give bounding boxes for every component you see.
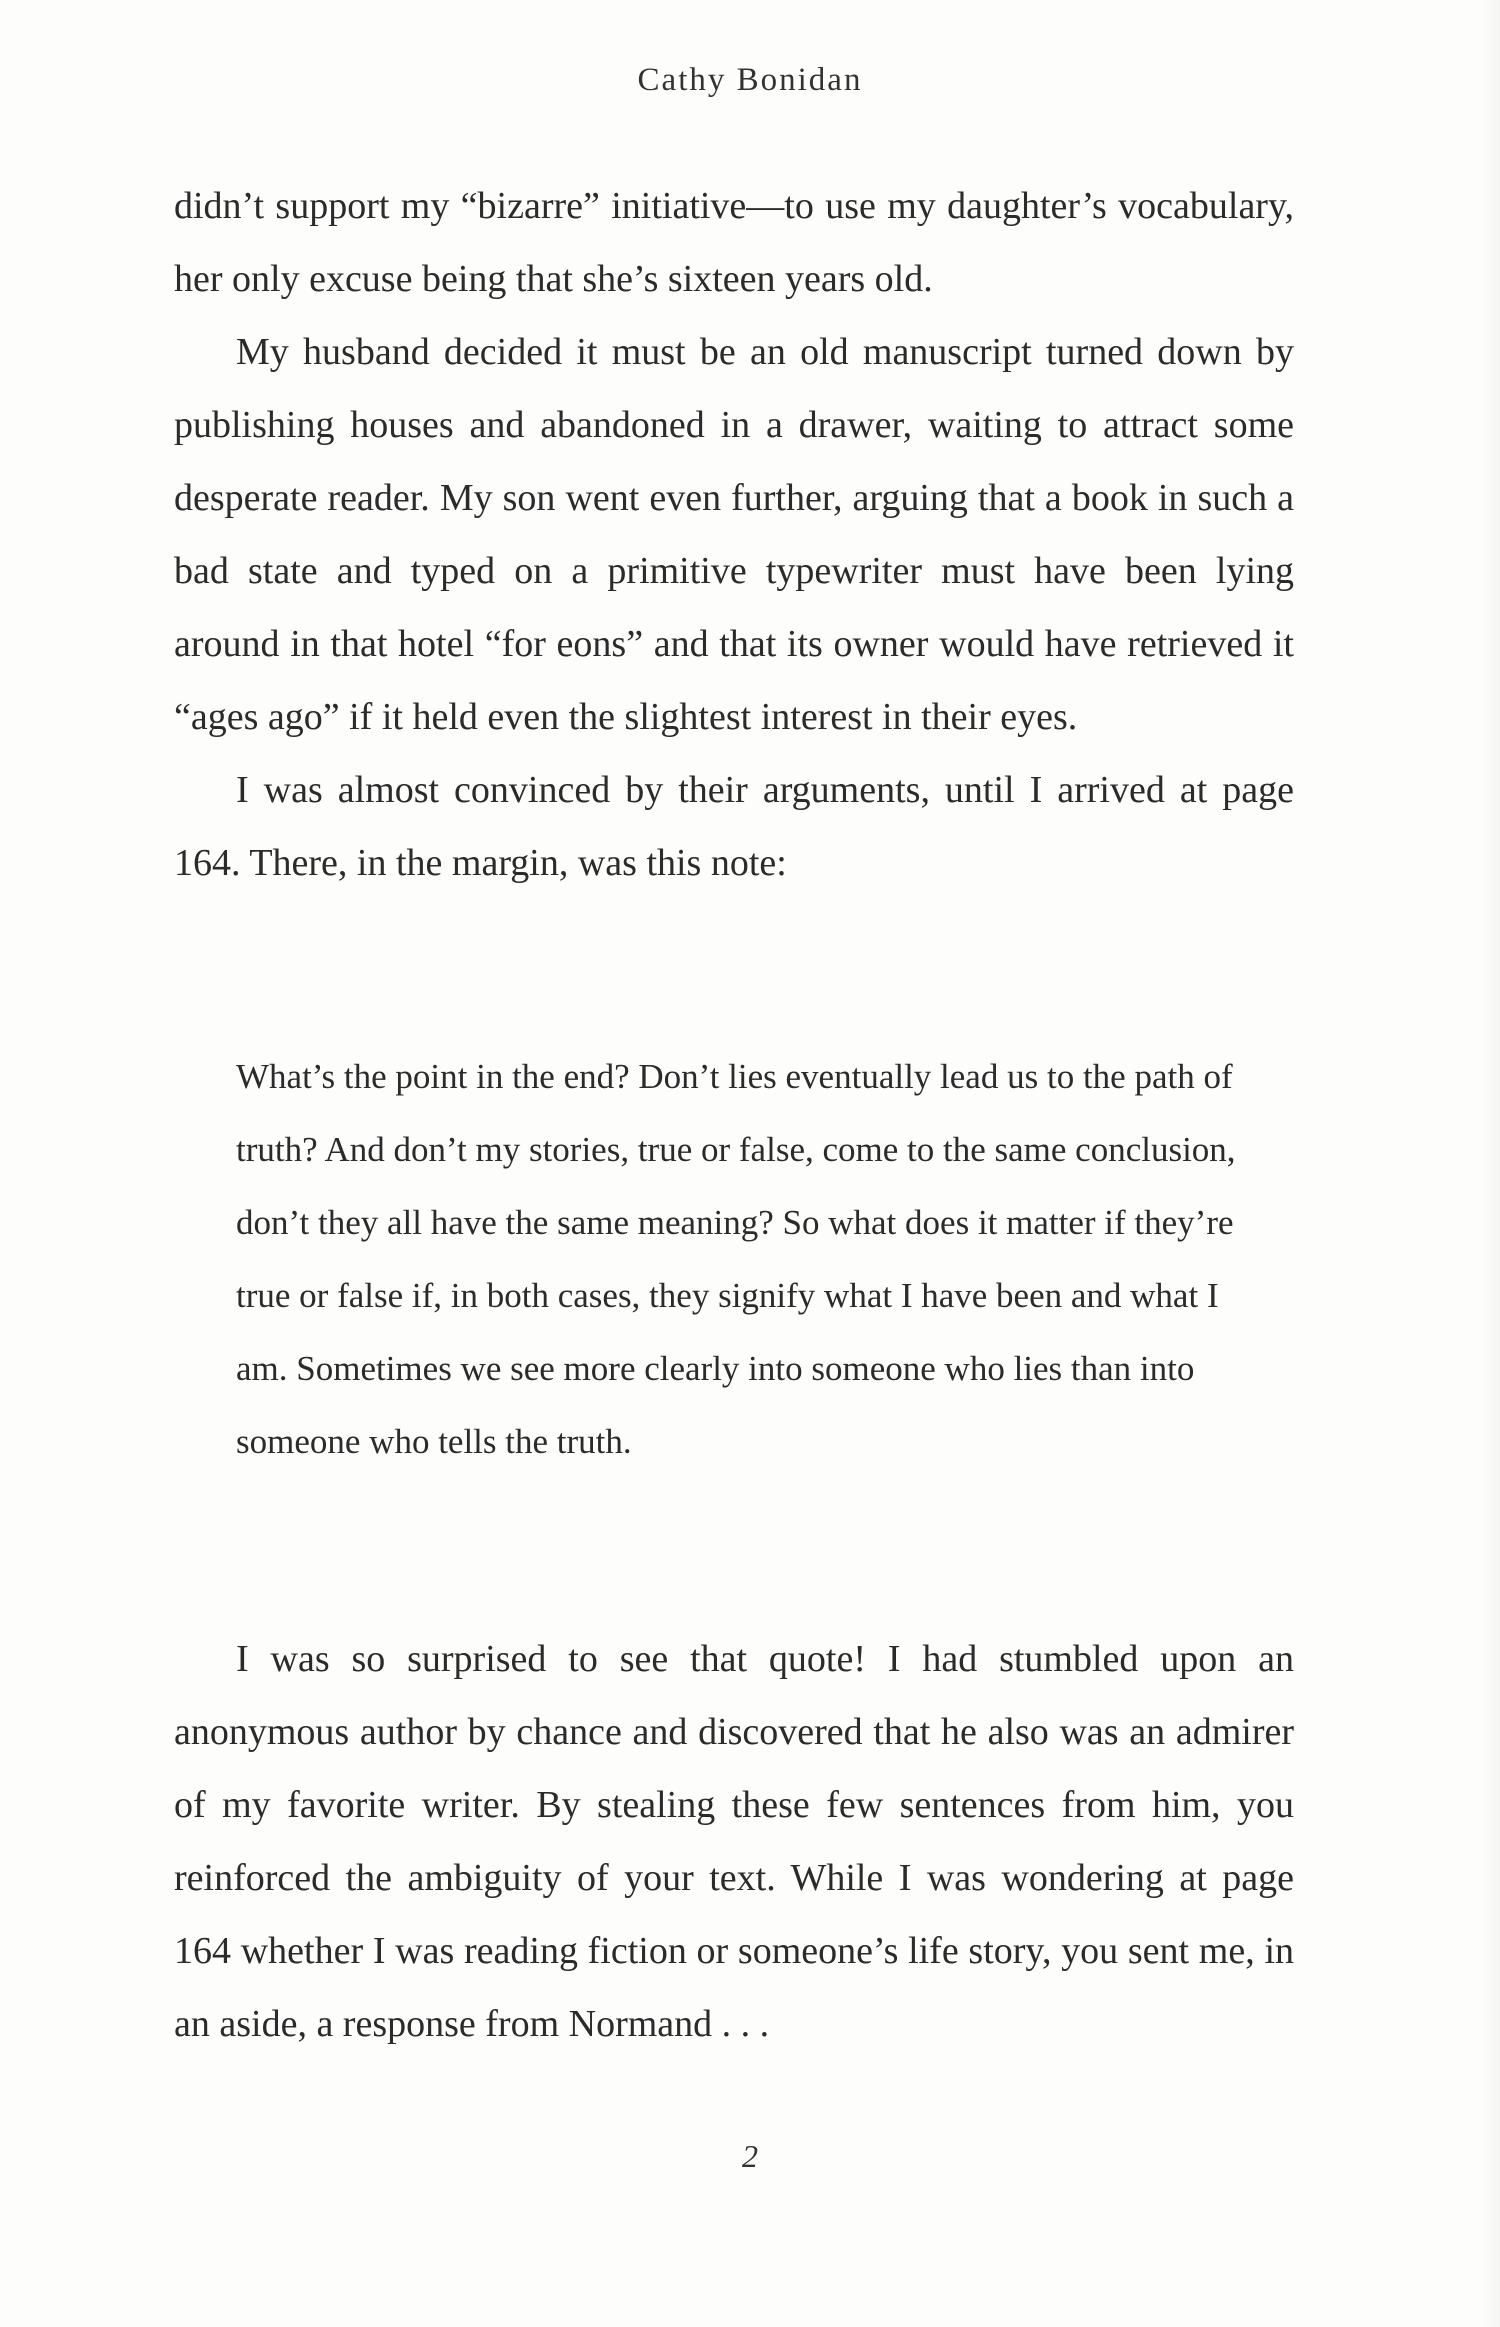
paragraph-closing: I was so surprised to see that quote! I had stumbled upon an anonymous author by chance and discovered that he also was an admirer of my favorite writer. By stealing these few sentences from him, you reinforced the ambiguity of your text. While I was wondering at page 164 whether I was reading fiction or someone’s life story, you sent me, in an aside, a response from Normand . . .	[174, 1638, 1294, 2045]
body-text-closing	[174, 1623, 1294, 2061]
quote-text: What’s the point in the end? Don’t lies eventually lead us to the path of truth? And don’t my stories, true or false, come to the same conclusion, don’t they all have the same meaning? So what does it matter if they’re true or false if, in both cases, they signify what I have been and what I am. Sometimes we see more clearly into someone who lies than into someone who tells the truth.	[236, 1057, 1236, 1461]
running-head-author: Cathy Bonidan	[637, 62, 863, 98]
page-number: 2	[742, 2138, 758, 2174]
paragraph-page-164: I was almost convinced by their arguments, until I arrived at page 164. There, in the margin, was this note:	[174, 769, 1294, 884]
page-edge-shadow	[1482, 0, 1500, 2327]
paragraph-husband-son: My husband decided it must be an old manuscript turned down by publishing houses and abandoned in a drawer, waiting to attract some desperate reader. My son went even further, arguing that a book in such a bad state and typed on a primitive typewriter must have been lying around in that hotel “for eons” and that its owner would have retrieved it “ages ago” if it held even the slightest interest in their eyes.	[174, 331, 1294, 738]
body-text-section	[174, 170, 1294, 900]
margin-note-quote	[236, 1040, 1236, 1478]
paragraph-continuation: didn’t support my “bizarre” initiative—to use my daughter’s vocabulary, her only excuse being that she’s sixteen years old.	[174, 185, 1294, 300]
